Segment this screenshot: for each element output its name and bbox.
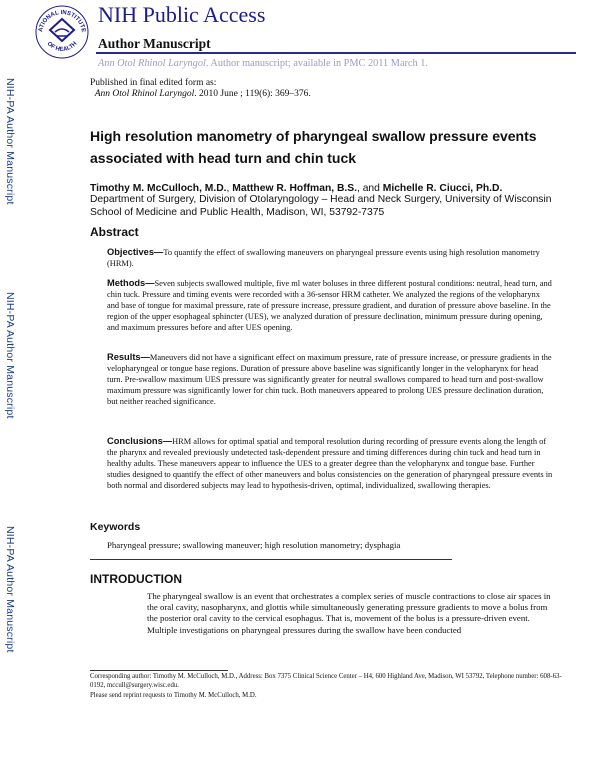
affiliation: Department of Surgery, Division of Otolaryngology – Head and Neck Surgery, University of Wisconsin School of Medicine and Public Health, Madison, WI, 53792-7375 — [90, 194, 552, 218]
results-label: Results— — [107, 352, 150, 362]
side-label-text: NIH-PA Author Manuscript — [4, 292, 16, 419]
objectives-label: Objectives— — [107, 247, 164, 257]
author-2: Matthew R. Hoffman, B.S. — [232, 183, 357, 194]
results-text: Maneuvers did not have a significant effect on maximum pressure, rate of pressure increase, or pressure gradients in the velopharyngeal or tongue base regions. Duration of pressure above baseline was significantly longer in the velopharynx for head turn. Pre-swallow maximum UES pressure was significantly greater for neutral swallows compared to head turn and post-swallow maximum pressure was significantly lower for chin tuck. Both maneuvers appeared to prolong UES pressure declination duration, but neither reached significance. — [107, 353, 552, 406]
corresponding-author-note: Corresponding author: Timothy M. McCulloch, M.D., Address: Box 7375 Clinical Science Center – H4, 600 Highland Ave, Madison, WI 53792, Telephone number: 608-63-0192, mccull@surgery.wisc.edu. — [90, 673, 562, 690]
side-label-bottom — [4, 526, 22, 658]
author-list — [90, 183, 502, 194]
objectives-text: To quantify the effect of swallowing maneuvers on pharyngeal pressure events using high resolution manometry (HRM). — [107, 248, 540, 268]
introduction-text: The pharyngeal swallow is an event that orchestrates a complex series of muscle contractions to close air spaces in the oral cavity, nasopharynx, and glottis while simultaneously generating pressure gradients to move a bolus from the posterior oral cavity to the cervical esophagus. That is, movement of the bolus is a pressure-driven event. Multiple investigations on pharyngeal pressures during the swallow have been conducted — [147, 591, 551, 635]
side-label-middle — [4, 292, 22, 424]
abstract-objectives — [107, 247, 554, 269]
footnote — [90, 672, 570, 700]
header-availability-text: . Author manuscript; available in PMC 2011 March 1. — [205, 58, 428, 69]
published-line-2 — [90, 89, 311, 100]
keywords-rule — [90, 559, 452, 560]
nih-seal-logo — [34, 4, 90, 60]
abstract-results — [107, 352, 554, 407]
side-label-text: NIH-PA Author Manuscript — [4, 78, 16, 205]
methods-label: Methods— — [107, 278, 155, 288]
conclusions-label: Conclusions— — [107, 436, 173, 446]
introduction-heading: INTRODUCTION — [90, 572, 182, 586]
seal-text-bottom: OF HEALTH — [45, 40, 79, 53]
published-citation: . 2010 June ; 119(6): 369–376. — [194, 89, 311, 99]
conclusions-text: HRM allows for optimal spatial and temporal resolution during recording of pressure events along the length of the pharynx and revealed previously undetected task-dependent pressure and timing differences during chin tuck and head turn in healthy adults. These maneuvers appear to influence the UES to a greater degree than the velopharynx and tongue base. Further studies designed to quantify the effect of other maneuvers and bolus consistencies on the generation of pharyngeal pressure events in both normal and disordered subjects may lead to hypothesis-driven, optimal, individualized, swallowing therapies. — [107, 437, 553, 490]
nih-public-access-title: NIH Public Access — [98, 2, 266, 27]
seal-text-top: ATIONAL INSTITUTE — [38, 9, 86, 33]
author-1: Timothy M. McCulloch, M.D. — [90, 183, 227, 194]
author-sep-1: , — [226, 183, 233, 194]
published-line-1: Published in final edited form as: — [90, 78, 217, 88]
footnote-rule — [90, 670, 228, 671]
reprint-request-note: Please send reprint requests to Timothy M. McCulloch, M.D. — [90, 691, 257, 699]
side-label-top — [4, 78, 22, 210]
author-manuscript-label: Author Manuscript — [98, 36, 211, 51]
methods-text: Seven subjects swallowed multiple, five ml water boluses in three different postural conditions: neutral, head turn, and chin tuck. Pressure and timing events were recorded with a 36-sensor HRM catheter. We analyzed the regions of the velopharynx and base of tongue for maximal pressure, rate of pressure increase, pressure gradient, and duration of pressure above baseline. In the region of the upper esophageal sphincter (UES), we analyzed duration of pressure declination, minimum pressure during opening, and maximum pressures before and after UES opening. — [107, 279, 552, 332]
author-sep-2: , and — [356, 183, 383, 194]
article-title: High resolution manometry of pharyngeal swallow pressure events associated with head turn and chin tuck — [90, 128, 537, 166]
svg-text:OF HEALTH — [46, 41, 79, 53]
header-rule — [96, 52, 576, 54]
header-availability-line — [98, 58, 428, 69]
published-journal: Ann Otol Rhinol Laryngol — [94, 89, 195, 99]
abstract-methods — [107, 278, 554, 333]
abstract-conclusions — [107, 436, 554, 491]
side-label-text: NIH-PA Author Manuscript — [4, 526, 16, 653]
keywords-list: Pharyngeal pressure; swallowing maneuver; high resolution manometry; dysphagia — [107, 540, 401, 550]
header-journal-name: Ann Otol Rhinol Laryngol — [98, 58, 206, 69]
author-3: Michelle R. Ciucci, Ph.D. — [382, 183, 503, 194]
abstract-heading: Abstract — [90, 225, 139, 239]
keywords-heading: Keywords — [90, 521, 141, 533]
published-in-note — [90, 78, 311, 100]
